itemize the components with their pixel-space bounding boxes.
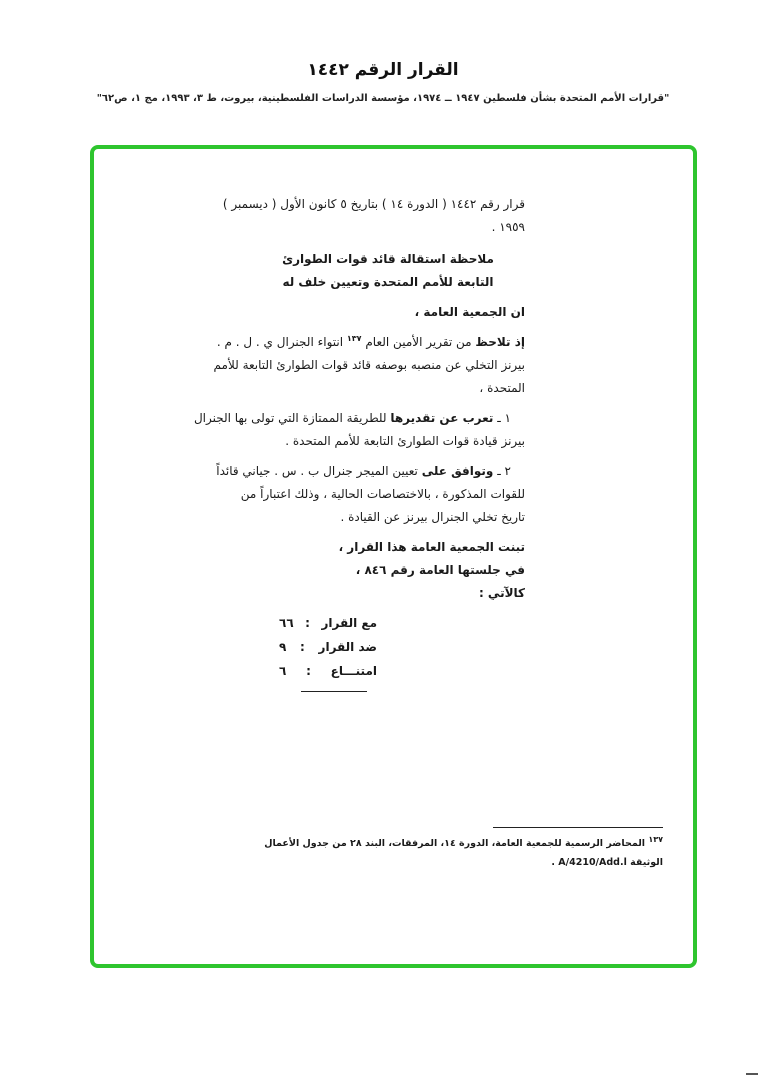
subject-line1: ملاحظة استقالة قائد قوات الطوارئ — [282, 252, 494, 266]
vote-label: امتنـــاع — [330, 664, 377, 678]
adoption-line2: في جلستها العامة رقم ٨٤٦ ، — [355, 563, 525, 577]
document-label: الوثيقة — [630, 857, 663, 868]
item2-line3: تاريخ تخلي الجنرال بيرنز عن القيادة . — [340, 510, 525, 524]
votes-divider — [301, 691, 367, 692]
footnote-line2 — [303, 853, 663, 872]
footnote-divider — [493, 827, 663, 828]
preamble-text: من تقرير الأمين العام — [361, 335, 476, 349]
item2-line2: للقوات المذكورة ، بالاختصاصات الحالية ، وذلك اعتباراً من — [240, 487, 525, 501]
preamble-text-after: انتواء الجنرال ي . ل . م . — [216, 335, 347, 349]
item2-line1 — [187, 460, 525, 483]
preamble-paragraph — [187, 331, 525, 400]
opening-line: ان الجمعية العامة ، — [414, 305, 525, 319]
item1-number: ١ ـ — [493, 411, 511, 425]
footnote-reference: ١٣٧ — [346, 334, 362, 343]
vote-row-for — [279, 611, 377, 635]
page-title: القرار الرقم ١٤٤٢ — [307, 60, 459, 80]
item1-rest: للطريقة الممتازة التي تولى بها الجنرال — [193, 411, 391, 425]
subject-line2: التابعة للأمم المتحدة وتعيين خلف له — [282, 275, 494, 289]
preamble-line2: بيرنز التخلي عن منصبه بوصفه قائد قوات الطوارئ التابعة للأمم — [213, 358, 525, 372]
vote-row-abstain — [279, 659, 377, 683]
item1-line2: بيرنز قيادة قوات الطوارئ التابعة للأمم المتحدة . — [285, 434, 525, 448]
preamble-line3: المتحدة ، — [479, 381, 525, 395]
footnote-period: . — [551, 857, 555, 868]
preamble-line1 — [187, 331, 525, 354]
operative-paragraph-2 — [187, 460, 525, 529]
vote-value: ٩ — [279, 640, 287, 654]
vote-row-against — [279, 635, 377, 659]
operative-paragraph-1 — [187, 407, 525, 453]
resolution-subject — [187, 248, 525, 294]
vote-label: ضد القرار — [318, 640, 377, 654]
vote-value: ٦ — [279, 664, 287, 678]
footnote-text: المحاضر الرسمية للجمعية العامة، الدورة ١٤، المرفقات، البند ٢٨ من جدول الأعمال — [264, 838, 646, 849]
scanned-page-frame — [90, 145, 697, 968]
page-corner-mark — [746, 1073, 758, 1075]
source-citation: "قرارات الأمم المتحدة بشأن فلسطين ١٩٤٧ ــ ١٩٧٤، مؤسسة الدراسات الفلسطينية، بيروت، ط ٣، ١٩٩٣، مج ١، ص٦٢" — [96, 93, 670, 104]
vote-separator: : — [305, 616, 310, 630]
vote-label: مع القرار — [321, 616, 377, 630]
vote-results — [187, 611, 525, 683]
adoption-line1: تبنت الجمعية العامة هذا القرار ، — [338, 540, 525, 554]
adoption-statement — [187, 536, 525, 605]
item1-lead: تعرب عن تقديرها — [390, 411, 494, 425]
resolution-title-line2: ١٩٥٩ . — [491, 220, 525, 234]
footnote-line1 — [264, 834, 663, 853]
footnote-marker: ١٣٧ — [648, 834, 663, 844]
vote-separator: : — [300, 640, 305, 654]
preamble-lead: إذ تلاحظ — [475, 335, 525, 349]
adoption-line3: كالآتي : — [478, 586, 525, 600]
item2-number: ٢ ـ — [493, 464, 511, 478]
resolution-body — [187, 193, 525, 692]
document-header — [0, 60, 766, 104]
item2-rest: تعيين الميجر جنرال ب . س . جياني قائداً — [216, 464, 422, 478]
item1-line1 — [187, 407, 525, 430]
vote-value: ٦٦ — [279, 616, 294, 630]
resolution-title-line1: قرار رقم ١٤٤٢ ( الدورة ١٤ ) بتاريخ ٥ كانون الأول ( ديسمبر ) — [222, 197, 525, 211]
document-number: A/4210/Add.l — [558, 857, 627, 868]
footnote-section — [264, 827, 663, 872]
item2-lead: وتوافق على — [421, 464, 494, 478]
vote-separator: : — [306, 664, 311, 678]
